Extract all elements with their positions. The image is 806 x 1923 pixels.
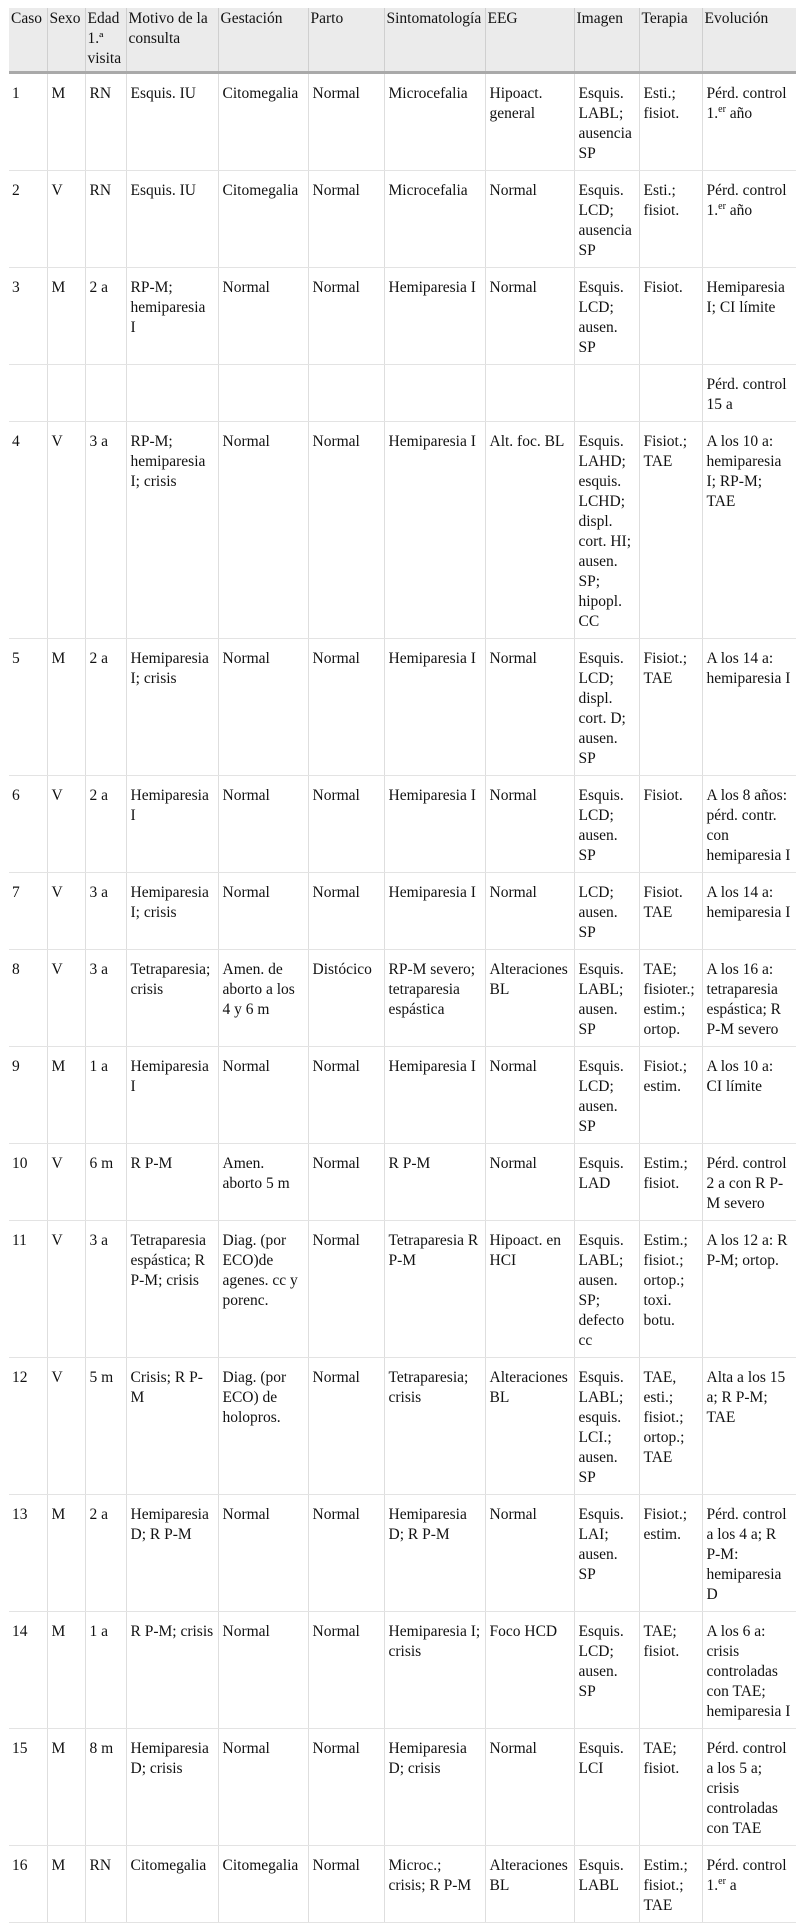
- cell-terapia: Fisiot.: [639, 268, 702, 365]
- cell-edad: 6 m: [85, 1144, 126, 1221]
- cell-gestacion: Normal: [218, 422, 308, 639]
- cell-eeg: Foco HCD: [485, 1612, 574, 1729]
- cell-gestacion: Normal: [218, 776, 308, 873]
- cell-parto: Normal: [308, 1612, 384, 1729]
- header-sexo: Sexo: [47, 8, 85, 73]
- cell-evolucion: [702, 171, 796, 268]
- cell-motivo: Hemiparesia I: [126, 1047, 218, 1144]
- cell-parto: Normal: [308, 171, 384, 268]
- cell-text-after: a: [725, 1877, 737, 1894]
- cell-imagen: Esquis. LAD: [574, 1144, 639, 1221]
- cell-imagen: Esquis. LABL; ausen. SP: [574, 950, 639, 1047]
- cell-evolucion: A los 14 a: hemiparesia I: [702, 639, 796, 776]
- cell-edad: RN: [85, 171, 126, 268]
- cell-evolucion: Hemiparesia I; CI límite: [702, 268, 796, 365]
- cell-imagen: Esquis. LCD; ausen. SP: [574, 1612, 639, 1729]
- cell-eeg: Normal: [485, 1729, 574, 1846]
- cell-sintomatologia: Hemiparesia I: [384, 1047, 485, 1144]
- cell-imagen: Esquis. LCD; ausen. SP: [574, 776, 639, 873]
- cell-motivo: Crisis; R P-M: [126, 1358, 218, 1495]
- cell-text: Pérd. control 1.: [706, 182, 787, 219]
- cell-evolucion: A los 10 a: CI límite: [702, 1047, 796, 1144]
- cell-imagen: Esquis. LAHD; esquis. LCHD; displ. cort. HI; ausen. SP; hipopl. CC: [574, 422, 639, 639]
- header-terapia: Terapia: [639, 8, 702, 73]
- cell-parto: [308, 365, 384, 422]
- cell-sintomatologia: RP-M severo; tetraparesia espástica: [384, 950, 485, 1047]
- header-parto: Parto: [308, 8, 384, 73]
- table-row: [9, 1612, 796, 1729]
- cell-sintomatologia: Hemiparesia D; R P-M: [384, 1495, 485, 1612]
- cell-motivo: Esquis. IU: [126, 171, 218, 268]
- cell-edad: RN: [85, 1846, 126, 1923]
- cell-caso: [9, 365, 47, 422]
- cell-gestacion: Citomegalia: [218, 1846, 308, 1923]
- cell-eeg: Normal: [485, 1047, 574, 1144]
- cell-evolucion: A los 10 a: hemiparesia I; RP-M; TAE: [702, 422, 796, 639]
- cell-edad: 2 a: [85, 639, 126, 776]
- table-row: [9, 950, 796, 1047]
- cell-text: Pérd. control 1.: [706, 1857, 787, 1894]
- cell-caso: 14: [9, 1612, 47, 1729]
- cell-sintomatologia: Microc.; crisis; R P-M: [384, 1846, 485, 1923]
- cell-eeg: Normal: [485, 171, 574, 268]
- cell-imagen: Esquis. LAI; ausen. SP: [574, 1495, 639, 1612]
- cell-caso: 1: [9, 73, 47, 171]
- cell-caso: 13: [9, 1495, 47, 1612]
- cell-caso: 8: [9, 950, 47, 1047]
- cell-eeg: Alteraciones BL: [485, 950, 574, 1047]
- cell-terapia: Fisiot.; TAE: [639, 639, 702, 776]
- cell-evolucion: A los 12 a: R P-M; ortop.: [702, 1221, 796, 1358]
- cell-sexo: V: [47, 950, 85, 1047]
- header-caso: Caso: [9, 8, 47, 73]
- cell-superscript: er: [718, 1876, 726, 1887]
- cell-motivo: Tetraparesia espástica; R P-M; crisis: [126, 1221, 218, 1358]
- cell-parto: Normal: [308, 639, 384, 776]
- cell-imagen: Esquis. LCD; ausen. SP: [574, 268, 639, 365]
- cell-terapia: Fisiot.; estim.: [639, 1047, 702, 1144]
- cell-imagen: Esquis. LCD; displ. cort. D; ausen. SP: [574, 639, 639, 776]
- table-row: [9, 1358, 796, 1495]
- cell-sintomatologia: Tetraparesia R P-M: [384, 1221, 485, 1358]
- cell-eeg: Normal: [485, 776, 574, 873]
- cell-motivo: R P-M; crisis: [126, 1612, 218, 1729]
- cell-sexo: V: [47, 1358, 85, 1495]
- cell-gestacion: Diag. (por ECO)de agenes. cc y porenc.: [218, 1221, 308, 1358]
- cell-terapia: Fisiot.; TAE: [639, 422, 702, 639]
- cell-gestacion: [218, 365, 308, 422]
- cell-edad: [85, 365, 126, 422]
- cell-parto: Normal: [308, 1729, 384, 1846]
- cell-sintomatologia: Hemiparesia I; crisis: [384, 1612, 485, 1729]
- cell-caso: 12: [9, 1358, 47, 1495]
- table-row: [9, 776, 796, 873]
- cell-sintomatologia: Microcefalia: [384, 73, 485, 171]
- table-row: [9, 1846, 796, 1923]
- cell-edad: RN: [85, 73, 126, 171]
- cell-gestacion: Diag. (por ECO) de holopros.: [218, 1358, 308, 1495]
- cell-eeg: [485, 365, 574, 422]
- cell-evolucion: Pérd. control a los 4 a; R P-M: hemiparesia D: [702, 1495, 796, 1612]
- cell-caso: 4: [9, 422, 47, 639]
- cell-caso: 11: [9, 1221, 47, 1358]
- cell-caso: 3: [9, 268, 47, 365]
- cell-edad: 1 a: [85, 1612, 126, 1729]
- cell-motivo: [126, 365, 218, 422]
- cell-parto: Normal: [308, 1846, 384, 1923]
- cell-edad: 3 a: [85, 873, 126, 950]
- cell-caso: 6: [9, 776, 47, 873]
- cell-edad: 5 m: [85, 1358, 126, 1495]
- cell-parto: Normal: [308, 1144, 384, 1221]
- cell-gestacion: Normal: [218, 1729, 308, 1846]
- cell-superscript: er: [718, 201, 726, 212]
- header-motivo: Motivo de la consulta: [126, 8, 218, 73]
- cell-terapia: Esti.; fisiot.: [639, 171, 702, 268]
- cell-caso: 2: [9, 171, 47, 268]
- cell-eeg: Normal: [485, 873, 574, 950]
- cell-eeg: Hipoact. en HCI: [485, 1221, 574, 1358]
- cell-motivo: Esquis. IU: [126, 73, 218, 171]
- cell-motivo: RP-M; hemiparesia I: [126, 268, 218, 365]
- cell-terapia: Estim.; fisiot.; ortop.; toxi. botu.: [639, 1221, 702, 1358]
- cell-caso: 10: [9, 1144, 47, 1221]
- table-row: [9, 1047, 796, 1144]
- cell-evolucion: Alta a los 15 a; R P-M; TAE: [702, 1358, 796, 1495]
- cell-motivo: Hemiparesia D; R P-M: [126, 1495, 218, 1612]
- cell-eeg: Normal: [485, 1144, 574, 1221]
- cell-gestacion: Normal: [218, 1495, 308, 1612]
- cell-sintomatologia: R P-M: [384, 1144, 485, 1221]
- table-row: [9, 171, 796, 268]
- cell-superscript: er: [718, 104, 726, 115]
- cell-sintomatologia: Hemiparesia I: [384, 639, 485, 776]
- cell-motivo: RP-M; hemiparesia I; crisis: [126, 422, 218, 639]
- cell-evolucion: A los 8 años: pérd. contr. con hemiparesia I: [702, 776, 796, 873]
- cell-motivo: Hemiparesia I; crisis: [126, 639, 218, 776]
- cell-terapia: Esti.; fisiot.: [639, 73, 702, 171]
- cell-edad: 3 a: [85, 950, 126, 1047]
- cell-caso: 16: [9, 1846, 47, 1923]
- cell-gestacion: Amen. aborto 5 m: [218, 1144, 308, 1221]
- table-body: [9, 73, 796, 1923]
- cell-sexo: M: [47, 1495, 85, 1612]
- cell-imagen: [574, 365, 639, 422]
- cell-imagen: Esquis. LABL; esquis. LCI.; ausen. SP: [574, 1358, 639, 1495]
- cell-terapia: Estim.; fisiot.: [639, 1144, 702, 1221]
- table-row: [9, 1144, 796, 1221]
- cell-sintomatologia: [384, 365, 485, 422]
- cell-parto: Normal: [308, 1047, 384, 1144]
- cell-motivo: Citomegalia: [126, 1846, 218, 1923]
- cell-evolucion: Pérd. control a los 5 a; crisis controladas con TAE: [702, 1729, 796, 1846]
- cell-sexo: V: [47, 1144, 85, 1221]
- header-evolucion: Evolución: [702, 8, 796, 73]
- cell-parto: Normal: [308, 873, 384, 950]
- cell-sexo: V: [47, 171, 85, 268]
- cell-edad: 3 a: [85, 422, 126, 639]
- cell-motivo: Hemiparesia I: [126, 776, 218, 873]
- cell-caso: 7: [9, 873, 47, 950]
- cell-eeg: Alteraciones BL: [485, 1846, 574, 1923]
- cell-sintomatologia: Hemiparesia D; crisis: [384, 1729, 485, 1846]
- table-row: [9, 1495, 796, 1612]
- cell-terapia: Fisiot.: [639, 776, 702, 873]
- cell-imagen: LCD; ausen. SP: [574, 873, 639, 950]
- cell-sexo: V: [47, 776, 85, 873]
- table-row: [9, 1221, 796, 1358]
- cell-sexo: V: [47, 422, 85, 639]
- cell-evolucion: [702, 1846, 796, 1923]
- cell-eeg: Alteraciones BL: [485, 1358, 574, 1495]
- cell-sexo: M: [47, 1047, 85, 1144]
- cell-evolucion: [702, 73, 796, 171]
- cell-imagen: Esquis. LCD; ausencia SP: [574, 171, 639, 268]
- cell-sexo: V: [47, 873, 85, 950]
- cell-text-after: año: [725, 105, 753, 122]
- cell-eeg: Normal: [485, 268, 574, 365]
- cell-sexo: V: [47, 1221, 85, 1358]
- cell-imagen: Esquis. LABL; ausencia SP: [574, 73, 639, 171]
- cell-parto: Normal: [308, 268, 384, 365]
- header-edad: Edad 1.ª visita: [85, 8, 126, 73]
- header-sintomatologia: Sintomatología: [384, 8, 485, 73]
- cell-imagen: Esquis. LCD; ausen. SP: [574, 1047, 639, 1144]
- cell-eeg: Hipoact. general: [485, 73, 574, 171]
- cell-caso: 5: [9, 639, 47, 776]
- cell-terapia: Fisiot.; estim.: [639, 1495, 702, 1612]
- cell-sintomatologia: Hemiparesia I: [384, 776, 485, 873]
- cell-sexo: M: [47, 1612, 85, 1729]
- cell-sintomatologia: Microcefalia: [384, 171, 485, 268]
- cell-edad: 2 a: [85, 776, 126, 873]
- cell-sexo: M: [47, 268, 85, 365]
- cell-motivo: Hemiparesia I; crisis: [126, 873, 218, 950]
- cell-parto: Normal: [308, 1221, 384, 1358]
- cell-evolucion: Pérd. control 2 a con R P-M severo: [702, 1144, 796, 1221]
- cell-evolucion: A los 6 a: crisis controladas con TAE; hemiparesia I: [702, 1612, 796, 1729]
- cell-parto: Distócico: [308, 950, 384, 1047]
- cell-text: Pérd. control 1.: [706, 85, 787, 122]
- cases-table: [9, 8, 796, 1923]
- table-row: [9, 639, 796, 776]
- cell-edad: 2 a: [85, 268, 126, 365]
- cell-sintomatologia: Hemiparesia I: [384, 268, 485, 365]
- cell-gestacion: Normal: [218, 1047, 308, 1144]
- cell-sintomatologia: Hemiparesia I: [384, 422, 485, 639]
- cell-sexo: M: [47, 639, 85, 776]
- cell-evolucion: A los 14 a: hemiparesia I: [702, 873, 796, 950]
- cell-sexo: M: [47, 73, 85, 171]
- cell-sexo: [47, 365, 85, 422]
- cell-edad: 8 m: [85, 1729, 126, 1846]
- cell-gestacion: Normal: [218, 873, 308, 950]
- cell-motivo: R P-M: [126, 1144, 218, 1221]
- cell-gestacion: Normal: [218, 268, 308, 365]
- cell-imagen: Esquis. LABL; ausen. SP; defecto cc: [574, 1221, 639, 1358]
- header-gestacion: Gestación: [218, 8, 308, 73]
- cell-sintomatologia: Hemiparesia I: [384, 873, 485, 950]
- cell-gestacion: Citomegalia: [218, 73, 308, 171]
- cell-gestacion: Normal: [218, 1612, 308, 1729]
- cell-imagen: Esquis. LABL: [574, 1846, 639, 1923]
- cell-text-after: año: [725, 202, 753, 219]
- cell-terapia: Estim.; fisiot.; TAE: [639, 1846, 702, 1923]
- cell-imagen: Esquis. LCI: [574, 1729, 639, 1846]
- cell-gestacion: Amen. de aborto a los 4 y 6 m: [218, 950, 308, 1047]
- table-row: [9, 73, 796, 171]
- cell-caso: 9: [9, 1047, 47, 1144]
- cell-evolucion: Pérd. control 15 a: [702, 365, 796, 422]
- cell-eeg: Alt. foc. BL: [485, 422, 574, 639]
- cell-evolucion: A los 16 a: tetraparesia espástica; R P-M severo: [702, 950, 796, 1047]
- cell-sexo: M: [47, 1846, 85, 1923]
- cell-terapia: TAE; fisiot.: [639, 1612, 702, 1729]
- header-row: [9, 8, 796, 73]
- table-row: [9, 422, 796, 639]
- table-row: [9, 1729, 796, 1846]
- cell-eeg: Normal: [485, 1495, 574, 1612]
- cell-sintomatologia: Tetraparesia; crisis: [384, 1358, 485, 1495]
- table-row: [9, 365, 796, 422]
- cell-parto: Normal: [308, 73, 384, 171]
- cell-terapia: [639, 365, 702, 422]
- cell-parto: Normal: [308, 776, 384, 873]
- cell-motivo: Tetraparesia; crisis: [126, 950, 218, 1047]
- cell-gestacion: Normal: [218, 639, 308, 776]
- cell-terapia: Fisiot. TAE: [639, 873, 702, 950]
- cell-edad: 3 a: [85, 1221, 126, 1358]
- cell-terapia: TAE; fisiot.: [639, 1729, 702, 1846]
- cell-parto: Normal: [308, 1495, 384, 1612]
- header-eeg: EEG: [485, 8, 574, 73]
- cell-eeg: Normal: [485, 639, 574, 776]
- cell-motivo: Hemiparesia D; crisis: [126, 1729, 218, 1846]
- cell-edad: 2 a: [85, 1495, 126, 1612]
- cell-terapia: TAE; fisioter.; estim.; ortop.: [639, 950, 702, 1047]
- cell-gestacion: Citomegalia: [218, 171, 308, 268]
- cell-parto: Normal: [308, 1358, 384, 1495]
- header-imagen: Imagen: [574, 8, 639, 73]
- cell-edad: 1 a: [85, 1047, 126, 1144]
- cell-sexo: M: [47, 1729, 85, 1846]
- cell-parto: Normal: [308, 422, 384, 639]
- cell-caso: 15: [9, 1729, 47, 1846]
- table-row: [9, 268, 796, 365]
- cell-terapia: TAE, esti.; fisiot.; ortop.; TAE: [639, 1358, 702, 1495]
- table-row: [9, 873, 796, 950]
